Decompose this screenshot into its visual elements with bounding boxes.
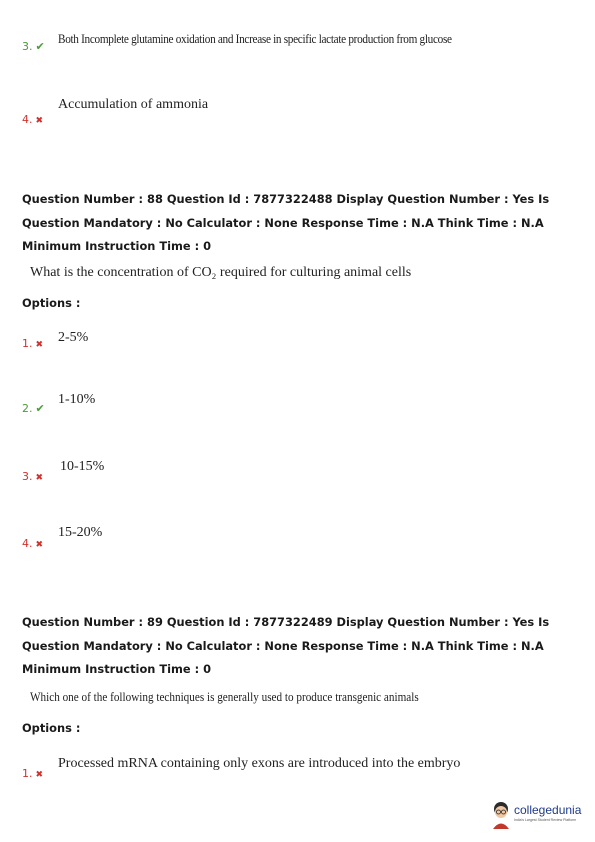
cross-icon: ✖: [35, 116, 44, 126]
options-label: Options :: [22, 721, 81, 735]
question-meta: Question Number : 89 Question Id : 7877322489 Display Question Number : Yes Is Question Mandatory : No Calculator : None Response Time : N.A Think Time : N.A Minimum Instruction Time : 0: [22, 615, 550, 676]
option-text: 2-5%: [58, 330, 89, 345]
option-number: 1. ✖: [22, 767, 44, 780]
option-text: Accumulation of ammonia: [58, 97, 209, 112]
question-meta: Question Number : 88 Question Id : 7877322488 Display Question Number : Yes Is Question Mandatory : No Calculator : None Response Time : N.A Think Time : N.A Minimum Instruction Time : 0: [22, 192, 550, 253]
option-number: 1. ✖: [22, 337, 44, 350]
cross-icon: ✖: [35, 770, 44, 780]
option-text: 15-20%: [58, 525, 103, 540]
cross-icon: ✖: [35, 540, 44, 550]
options-label: Options :: [22, 296, 81, 310]
check-icon: ✔: [35, 40, 45, 53]
brand-tagline: India's Largest Student Review Platform: [514, 818, 577, 822]
option-text: 10-15%: [60, 459, 105, 474]
question-text: Which one of the following techniques is generally used to produce transgenic animals: [30, 689, 419, 704]
brand-logo: [490, 800, 590, 832]
option-number: 2. ✔: [22, 402, 45, 415]
option-text: Both Incomplete glutamine oxidation and Increase in specific lactate production from glucose: [58, 32, 452, 46]
option-number: 3. ✔: [22, 40, 45, 53]
option-text: Processed mRNA containing only exons are introduced into the embryo: [58, 756, 461, 771]
option-text: 1-10%: [58, 392, 96, 407]
option-number: 4. ✖: [22, 113, 44, 126]
cross-icon: ✖: [35, 473, 44, 483]
option-number: 3. ✖: [22, 470, 44, 483]
brand-name: collegedunia: [514, 803, 582, 817]
mascot-icon: [490, 800, 512, 830]
option-number: 4. ✖: [22, 537, 44, 550]
question-text: What is the concentration of CO₂ required for culturing animal cells: [30, 265, 412, 280]
cross-icon: ✖: [35, 340, 44, 350]
check-icon: ✔: [35, 402, 45, 415]
